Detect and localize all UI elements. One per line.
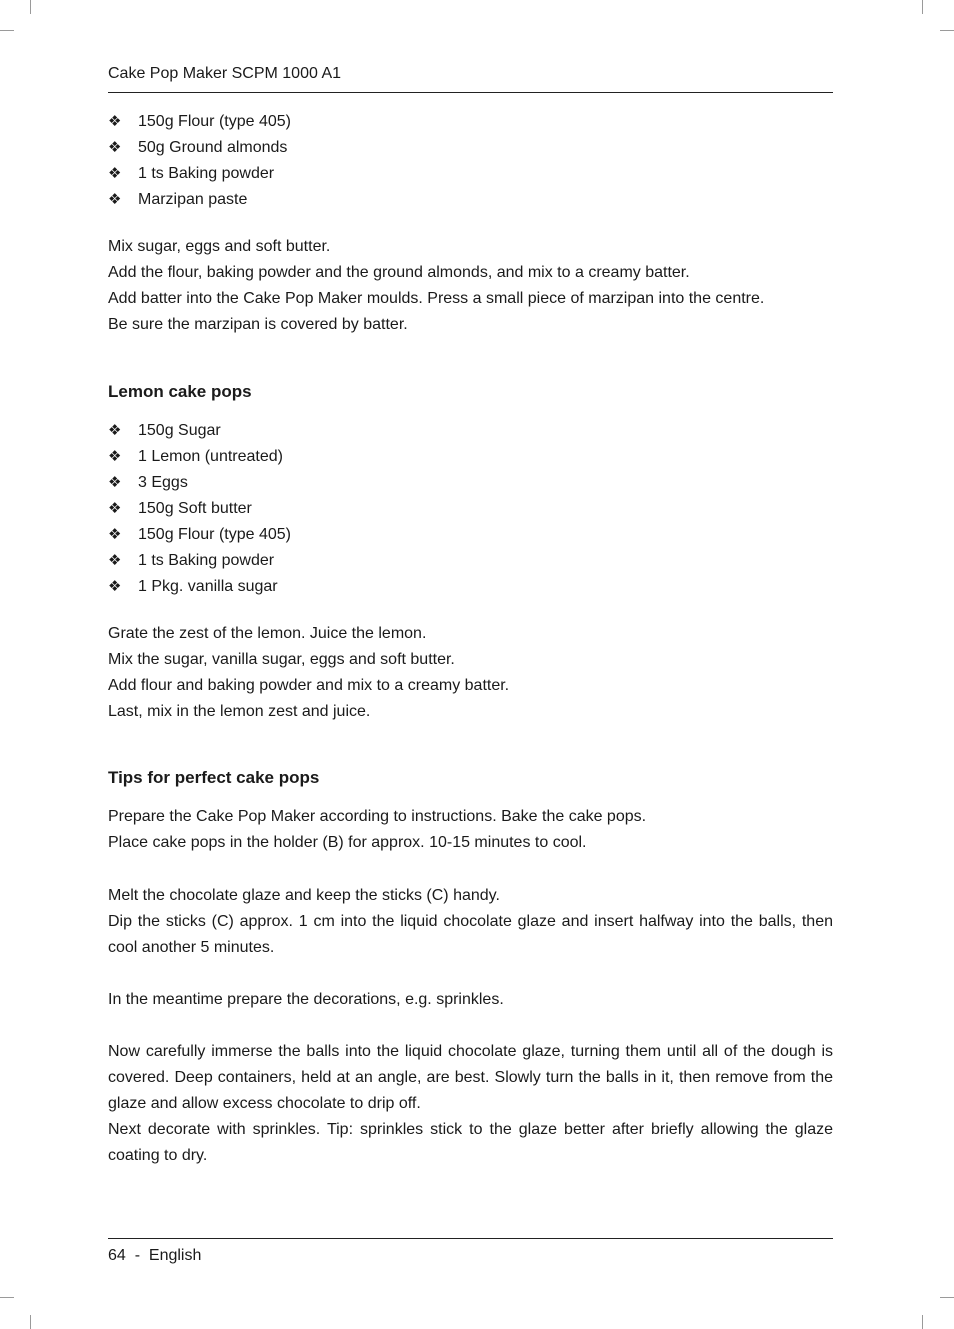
bullet-icon: ❖	[108, 165, 122, 182]
crop-mark	[0, 1297, 14, 1298]
bullet-icon: ❖	[108, 448, 122, 465]
tips-paragraph	[108, 883, 833, 961]
list-item: ❖ 1 Lemon (untreated)	[108, 444, 833, 470]
tips-paragraph	[108, 804, 833, 856]
text-line: Add batter into the Cake Pop Maker moulds. Press a small piece of marzipan into the centre.	[108, 290, 765, 307]
list-item: ❖ 1 ts Baking powder	[108, 548, 833, 574]
text-line: Grate the zest of the lemon. Juice the lemon.	[108, 625, 427, 642]
text-line: Add the flour, baking powder and the ground almonds, and mix to a creamy batter.	[108, 264, 690, 281]
page-number: 64 - English	[108, 1247, 202, 1264]
page-footer	[108, 1238, 833, 1271]
list-item: ❖ 1 Pkg. vanilla sugar	[108, 574, 833, 600]
text-line: Place cake pops in the holder (B) for approx. 10-15 minutes to cool.	[108, 834, 587, 851]
bullet-icon: ❖	[108, 552, 122, 569]
crop-mark	[30, 0, 31, 14]
section-heading: Lemon cake pops	[108, 382, 252, 401]
bullet-icon: ❖	[108, 578, 122, 595]
instructions-paragraph	[108, 234, 833, 338]
tips-paragraph	[108, 1039, 833, 1169]
tips-paragraph	[108, 987, 833, 1013]
text-line: Prepare the Cake Pop Maker according to instructions. Bake the cake pops.	[108, 808, 647, 825]
text-line: Melt the chocolate glaze and keep the sticks (C) handy.	[108, 887, 500, 904]
bullet-icon: ❖	[108, 139, 122, 156]
header-title: Cake Pop Maker SCPM 1000 A1	[108, 65, 342, 82]
text-line: Next decorate with sprinkles. Tip: sprinkles stick to the glaze better after briefly allowing the glaze coating to dry.	[108, 1121, 833, 1164]
text-line: Mix sugar, eggs and soft butter.	[108, 238, 331, 255]
list-item: ❖ 150g Soft butter	[108, 496, 833, 522]
page-header	[108, 62, 833, 93]
list-item: ❖ 150g Flour (type 405)	[108, 522, 833, 548]
list-item: ❖ 1 ts Baking powder	[108, 161, 833, 187]
list-item: ❖ 50g Ground almonds	[108, 135, 833, 161]
bullet-icon: ❖	[108, 474, 122, 491]
bullet-icon: ❖	[108, 526, 122, 543]
bullet-icon: ❖	[108, 113, 122, 130]
bullet-icon: ❖	[108, 500, 122, 517]
text-line: Be sure the marzipan is covered by batter.	[108, 316, 408, 333]
crop-mark	[922, 1315, 923, 1329]
text-line: Dip the sticks (C) approx. 1 cm into the liquid chocolate glaze and insert halfway into the balls, then cool another 5 minutes.	[108, 913, 833, 956]
text-line: Mix the sugar, vanilla sugar, eggs and soft butter.	[108, 651, 455, 668]
text-line: In the meantime prepare the decorations, e.g. sprinkles.	[108, 991, 504, 1008]
crop-mark	[940, 1297, 954, 1298]
crop-mark	[30, 1315, 31, 1329]
bullet-icon: ❖	[108, 191, 122, 208]
ingredient-list	[108, 109, 833, 213]
crop-mark	[940, 30, 954, 31]
lemon-instructions	[108, 621, 833, 725]
section-heading: Tips for perfect cake pops	[108, 768, 320, 787]
bullet-icon: ❖	[108, 422, 122, 439]
crop-mark	[0, 30, 14, 31]
text-line: Now carefully immerse the balls into the liquid chocolate glaze, turning them until all of the dough is covered. Deep containers, held at an angle, are best. Slowly turn the balls in it, then remove from the glaze and allow excess chocolate to drip off.	[108, 1043, 833, 1112]
list-item: ❖ 150g Flour (type 405)	[108, 109, 833, 135]
text-line: Last, mix in the lemon zest and juice.	[108, 703, 371, 720]
tips-section	[108, 765, 833, 791]
list-item: ❖ 150g Sugar	[108, 418, 833, 444]
list-item: ❖ 3 Eggs	[108, 470, 833, 496]
crop-mark	[922, 0, 923, 14]
lemon-section	[108, 379, 833, 405]
list-item: ❖ Marzipan paste	[108, 187, 833, 213]
text-line: Add flour and baking powder and mix to a creamy batter.	[108, 677, 510, 694]
lemon-ingredient-list	[108, 418, 833, 600]
